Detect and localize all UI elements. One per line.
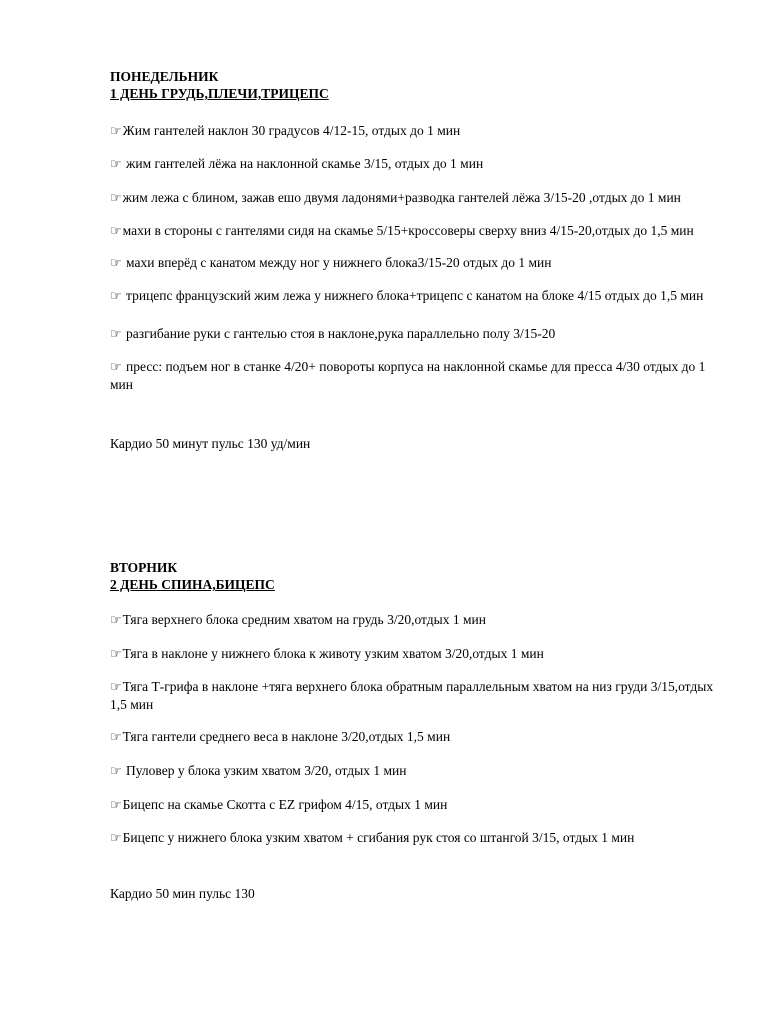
exercise-list — [110, 122, 720, 393]
exercise-text: Жим гантелей наклон 30 градусов 4/12-15, отдых до 1 мин — [122, 123, 461, 138]
exercise-text: жим лежа с блином, зажав ешо двумя ладонями+разводка гантелей лёжа 3/15-20 ,отдых до 1 мин — [122, 190, 681, 205]
exercise-item — [110, 122, 720, 140]
pointing-hand-icon: ☞ — [110, 764, 122, 779]
exercise-item — [110, 645, 720, 663]
exercise-text: Тяга верхнего блока средним хватом на грудь 3/20,отдых 1 мин — [122, 612, 486, 627]
exercise-text: Тяга гантели среднего веса в наклоне 3/20,отдых 1,5 мин — [122, 729, 451, 744]
day-workout-title: 2 ДЕНЬ СПИНА,БИЦЕПС — [110, 577, 275, 592]
pointing-hand-icon: ☞ — [110, 798, 122, 813]
exercise-item — [110, 728, 720, 746]
exercise-text: махи в стороны с гантелями сидя на скамье 5/15+кроссоверы сверху вниз 4/15-20,отдых до 1,5 мин — [122, 223, 694, 238]
exercise-item — [110, 254, 720, 272]
exercise-item — [110, 796, 720, 814]
exercise-item — [110, 611, 720, 629]
day-workout-title: 1 ДЕНЬ ГРУДЬ,ПЛЕЧИ,ТРИЦЕПС — [110, 86, 329, 101]
pointing-hand-icon: ☞ — [110, 224, 122, 239]
exercise-text: Бицепс у нижнего блока узким хватом + сгибания рук стоя со штангой 3/15, отдых 1 мин — [122, 830, 635, 845]
exercise-text: Бицепс на скамье Скотта с EZ грифом 4/15, отдых 1 мин — [122, 797, 448, 812]
exercise-text: Тяга в наклоне у нижнего блока к животу узким хватом 3/20,отдых 1 мин — [122, 646, 544, 661]
day-section-monday — [110, 68, 720, 452]
pointing-hand-icon: ☞ — [110, 256, 122, 271]
cardio-note: Кардио 50 мин пульс 130 — [110, 886, 255, 901]
exercise-item — [110, 325, 720, 343]
exercise-text: жим гантелей лёжа на наклонной скамье 3/15, отдых до 1 мин — [122, 156, 484, 171]
exercise-item — [110, 222, 720, 240]
pointing-hand-icon: ☞ — [110, 613, 122, 628]
pointing-hand-icon: ☞ — [110, 157, 122, 172]
cardio-note: Кардио 50 минут пульс 130 уд/мин — [110, 436, 311, 451]
exercise-list — [110, 611, 720, 847]
exercise-text: разгибание руки с гантелью стоя в наклоне,рука параллельно полу 3/15-20 — [122, 326, 556, 341]
day-weekday-heading: ПОНЕДЕЛЬНИК — [110, 69, 219, 84]
pointing-hand-icon: ☞ — [110, 327, 122, 342]
pointing-hand-icon: ☞ — [110, 680, 122, 695]
exercise-item — [110, 829, 720, 847]
exercise-item — [110, 189, 720, 207]
exercise-text: трицепс французский жим лежа у нижнего блока+трицепс с канатом на блоке 4/15 отдых до 1,5 мин — [122, 288, 704, 303]
pointing-hand-icon: ☞ — [110, 289, 122, 304]
day-section-tuesday — [110, 559, 720, 902]
exercise-text: махи вперёд с канатом между ног у нижнего блока3/15-20 отдых до 1 мин — [122, 255, 552, 270]
exercise-item — [110, 287, 720, 305]
pointing-hand-icon: ☞ — [110, 191, 122, 206]
pointing-hand-icon: ☞ — [110, 124, 122, 139]
pointing-hand-icon: ☞ — [110, 831, 122, 846]
pointing-hand-icon: ☞ — [110, 360, 122, 375]
pointing-hand-icon: ☞ — [110, 730, 122, 745]
exercise-item — [110, 155, 720, 173]
day-weekday-heading: ВТОРНИК — [110, 560, 178, 575]
exercise-item — [110, 762, 720, 780]
exercise-item — [110, 358, 720, 393]
pointing-hand-icon: ☞ — [110, 647, 122, 662]
exercise-text: пресс: подъем ног в станке 4/20+ повороты корпуса на наклонной скамье для пресса 4/30 отдых до 1 мин — [110, 359, 706, 392]
exercise-text: Тяга Т-грифа в наклоне +тяга верхнего блока обратным параллельным хватом на низ груди 3/15,отдых 1,5 мин — [110, 679, 714, 712]
exercise-text: Пуловер у блока узким хватом 3/20, отдых 1 мин — [122, 763, 407, 778]
exercise-item — [110, 678, 720, 713]
